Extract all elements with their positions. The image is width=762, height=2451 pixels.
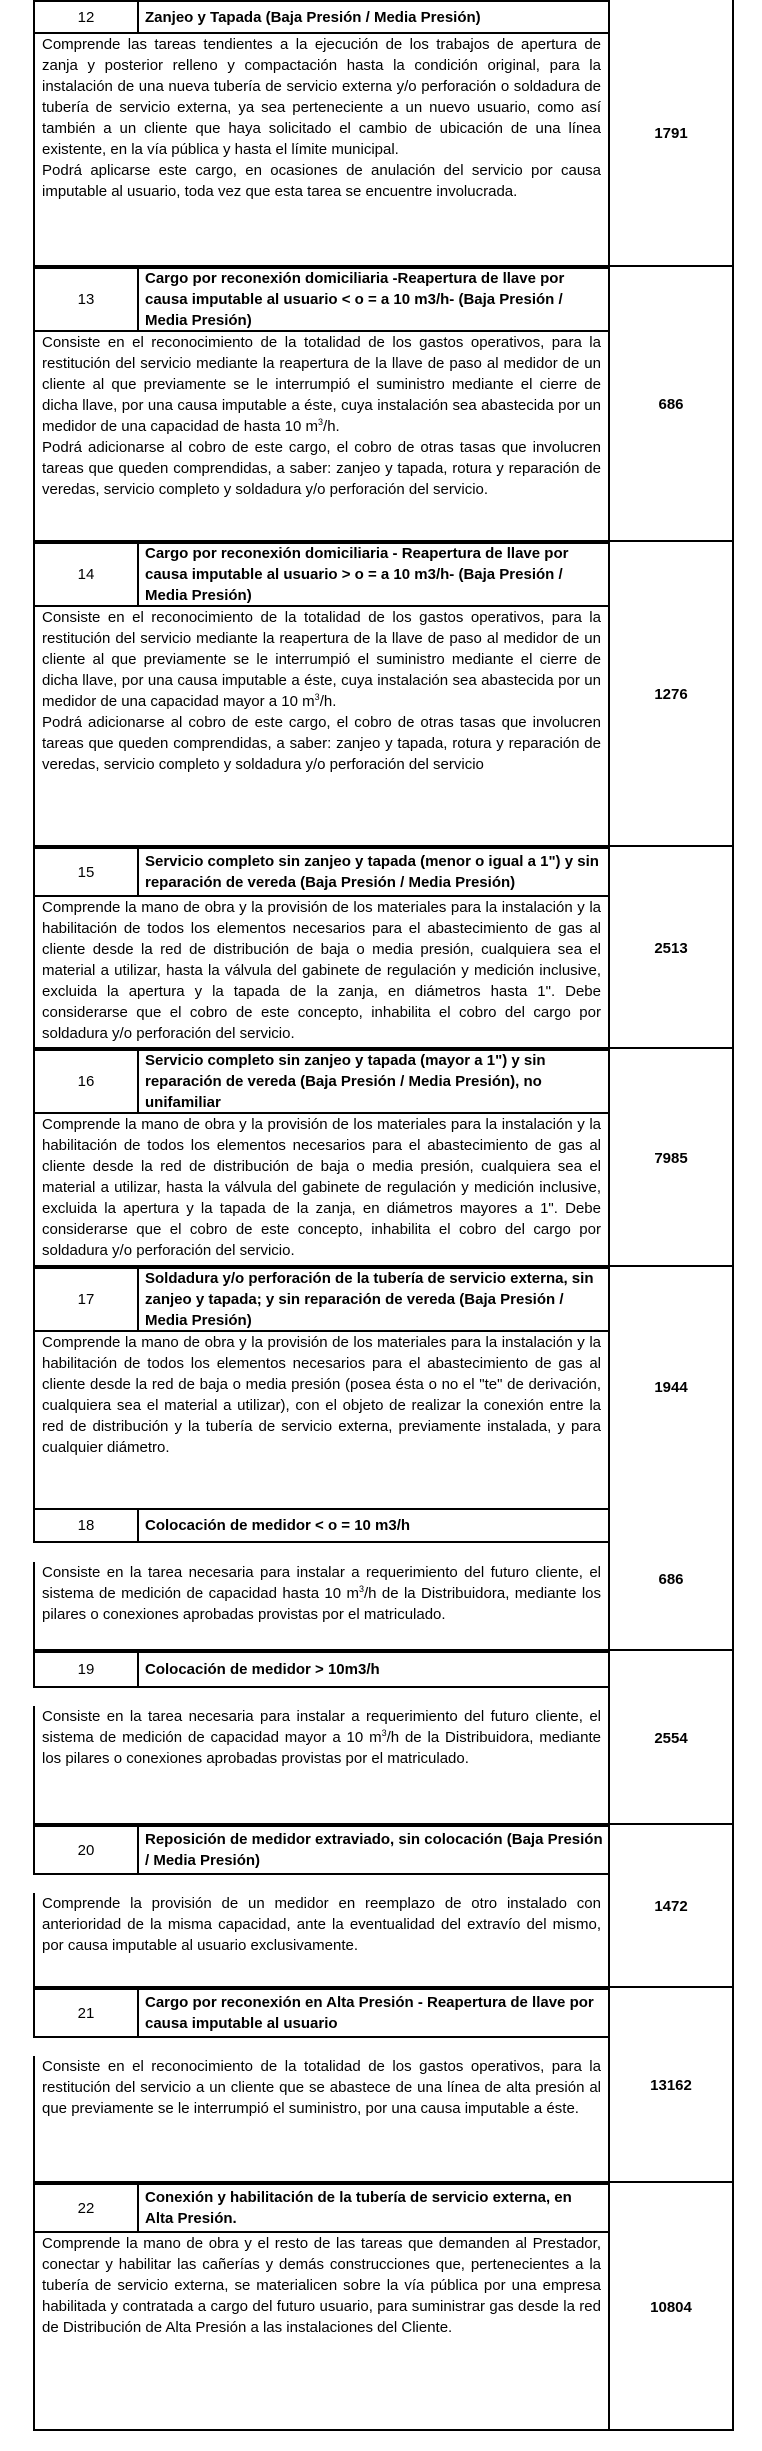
row-divider [33,2429,734,2431]
row-title: Conexión y habilitación de la tubería de servicio externa, en Alta Presión. [145,2189,572,2227]
tariff-row [33,1049,734,1267]
tariff-row [33,1988,734,2183]
description-paragraph: Consiste en el reconocimiento de la totalidad de los gastos operativos, para la restitución del servicio a un cliente que se abastece de una línea de alta presión al que previamente se le interrumpió el suministro, por una causa imputable a éste. [42,2058,601,2117]
row-title: Colocación de medidor > 10m3/h [145,1661,380,1678]
description-paragraph: Podrá adicionarse al cobro de este cargo, el cobro de otras tasas que involucren tareas que queden comprendidas, a saber: zanjeo y tapada, rotura y reparación de veredas, servicio completo y soldadura y/o perforación del servicio [42,714,601,773]
row-header [33,0,609,34]
tariff-row [33,1651,734,1825]
row-title: Reposición de medidor extraviado, sin colocación (Baja Presión / Media Presión) [145,1831,603,1869]
row-number: 21 [35,1990,139,2036]
row-description [33,1562,609,1651]
description-paragraph: Podrá aplicarse este cargo, en ocasiones de anulación del servicio por causa imputable al usuario, toda vez que esta tarea se encuentre involucrada. [42,162,601,200]
description-paragraph: Consiste en el reconocimiento de la totalidad de los gastos operativos, para la restitución del servicio mediante la reapertura de la llave de paso al medidor de un cliente al que previamente se le interrumpió el suministro mediante el cierre de dicha llave, por una causa imputable a éste, cuya instalación sea abastecida por un medidor de una capacidad mayor a 10 $m^3/h$. [42,609,601,710]
row-price: 2513 [608,847,734,1049]
row-number: 16 [35,1051,139,1112]
description-paragraph: Comprende la provisión de un medidor en reemplazo de otro instalado con anterioridad de la misma capacidad, ante la eventualidad del extravío del mismo, por causa imputable al usuario exclusivamente. [42,1895,601,1954]
row-title: Zanjeo y Tapada (Baja Presión / Media Presión) [145,8,481,26]
row-number: 18 [35,1510,139,1541]
row-header [33,542,609,607]
row-price: 1944 [608,1267,734,1508]
tariff-row [33,267,734,542]
row-description [33,1114,609,1267]
row-price: 686 [608,267,734,542]
row-title: Soldadura y/o perforación de la tubería de servicio externa, sin zanjeo y tapada; y sin reparación de vereda (Baja Presión / Media Presión) [145,1270,594,1329]
row-header [33,1651,609,1688]
row-header [33,2183,609,2233]
row-price: 7985 [608,1049,734,1267]
row-header [33,1508,609,1543]
description-paragraph: Comprende las tareas tendientes a la ejecución de los trabajos de apertura de zanja y posterior relleno y compactación hasta la condición original, para la instalación de una nueva tubería de servicio externa y/o perforación o soldadura de tubería de servicio externa, ya sea perteneciente a un nuevo usuario, como así también a un cliente que haya solicitado el cambio de ubicación de una línea existente, en la vía pública y hasta el límite municipal. [42,36,601,158]
tariff-row [33,1267,734,1508]
row-price: 1791 [608,0,734,267]
tariff-row [33,2183,734,2431]
row-header [33,267,609,332]
tariff-row [33,847,734,1049]
description-paragraph: Consiste en la tarea necesaria para instalar a requerimiento del futuro cliente, el sistema de medición de capacidad hasta 10 $m^3/h$ de la Distribuidora, mediante los pilares o conexiones aprobadas provistas por el matriculado. [42,1564,601,1623]
tariff-row [33,1508,734,1651]
row-number: 19 [35,1653,139,1686]
row-description [33,1893,609,1988]
row-header [33,847,609,897]
description-paragraph: Comprende la mano de obra y el resto de las tareas que demanden al Prestador, conectar y habilitar las cañerías y demás construcciones que, pertenecientes a la tubería de servicio externa, se materialicen sobre la vía pública por una empresa habilitada y contratada a cargo del futuro usuario, para suministrar gas desde la red de Distribución de Alta Presión a las instalaciones del Cliente. [42,2235,601,2336]
row-header [33,1825,609,1875]
row-price: 686 [608,1508,734,1651]
row-title: Cargo por reconexión domiciliaria -Reapertura de llave por causa imputable al usuario < o = a 10 m3/h- (Baja Presión / Media Presión) [145,270,565,329]
row-header [33,1267,609,1332]
row-description [33,1706,609,1825]
description-paragraph: Comprende la mano de obra y la provisión de los materiales para la instalación y la habilitación de todos los elementos necesarios para el abastecimiento de gas al cliente desde la red de distribución de baja o media presión, cualquiera sea el material a utilizar, hasta la válvula del gabinete de regulación y medición inclusive, excluida la apertura y la tapada de la zanja, en diámetros hasta 1". Debe considerarse que el cobro de este concepto, inhabilita el cobro del cargo por soldadura y/o perforación del servicio. [42,899,601,1042]
row-description [33,34,609,267]
description-paragraph: Podrá adicionarse al cobro de este cargo, el cobro de otras tasas que involucren tareas que queden comprendidas, a saber: zanjeo y tapada, rotura y reparación de veredas, servicio completo y soldadura y/o perforación del servicio. [42,439,601,498]
tariff-row [33,1825,734,1988]
row-number: 20 [35,1827,139,1873]
row-title: Servicio completo sin zanjeo y tapada (mayor a 1") y sin reparación de vereda (Baja Presión / Media Presión), no unifamiliar [145,1052,546,1111]
row-description [33,897,609,1049]
row-price: 10804 [608,2183,734,2431]
row-number: 13 [35,269,139,330]
row-number: 22 [35,2185,139,2231]
row-price: 13162 [608,1988,734,2183]
description-paragraph: Consiste en la tarea necesaria para instalar a requerimiento del futuro cliente, el sistema de medición de capacidad mayor a 10 $m^3/h$ de la Distribuidora, mediante los pilares o conexiones aprobadas provistas por el matriculado. [42,1708,601,1767]
row-price: 1472 [608,1825,734,1988]
row-description [33,332,609,542]
description-paragraph: Consiste en el reconocimiento de la totalidad de los gastos operativos, para la restitución del servicio mediante la reapertura de la llave de paso al medidor de un cliente al que previamente se le interrumpió el suministro mediante el cierre de dicha llave, por una causa imputable a éste, cuya instalación sea abastecida por un medidor de una capacidad de hasta 10 $m^3/h$. [42,334,601,435]
row-header [33,1988,609,2038]
row-price: 1276 [608,542,734,847]
row-description [33,2056,609,2183]
description-paragraph: Comprende la mano de obra y la provisión de los materiales para la instalación y la habilitación de todos los elementos necesarios para el abastecimiento de gas al cliente desde la red de distribución de baja o media presión, cualquiera sea el material a utilizar, hasta la válvula del gabinete de regulación y medición inclusive, excluida la apertura y la tapada de la zanja, en diámetros mayores a 1". Debe considerarse que el cobro de este concepto, inhabilita el cobro del cargo por soldadura y/o perforación del servicio. [42,1116,601,1259]
row-header [33,1049,609,1114]
row-description [33,2233,609,2431]
row-number: 17 [35,1269,139,1330]
tariff-row [33,0,734,267]
row-number: 15 [35,849,139,895]
description-paragraph: Comprende la mano de obra y la provisión de los materiales para la instalación y la habilitación de todos los elementos necesarios para el abastecimiento de gas al cliente desde la red de baja o media presión (posea ésta o no el "te" de derivación, cualquiera sea el material a utilizar), con el objeto de realizar la conexión entre la red de distribución y la tubería de servicio externa, previamente instalada, y para cualquier diámetro. [42,1334,601,1456]
row-price: 2554 [608,1651,734,1825]
row-title: Servicio completo sin zanjeo y tapada (menor o igual a 1") y sin reparación de vereda (Baja Presión / Media Presión) [145,853,599,891]
row-title: Cargo por reconexión domiciliaria - Reapertura de llave por causa imputable al usuario > o = a 10 m3/h- (Baja Presión / Media Presión) [145,545,569,604]
row-title: Colocación de medidor < o = 10 m3/h [145,1517,411,1534]
row-number: 12 [35,2,139,32]
row-description [33,1332,609,1508]
row-number: 14 [35,544,139,605]
tariff-row [33,542,734,847]
row-title: Cargo por reconexión en Alta Presión - Reapertura de llave por causa imputable al usuario [145,1994,594,2032]
row-description [33,607,609,847]
